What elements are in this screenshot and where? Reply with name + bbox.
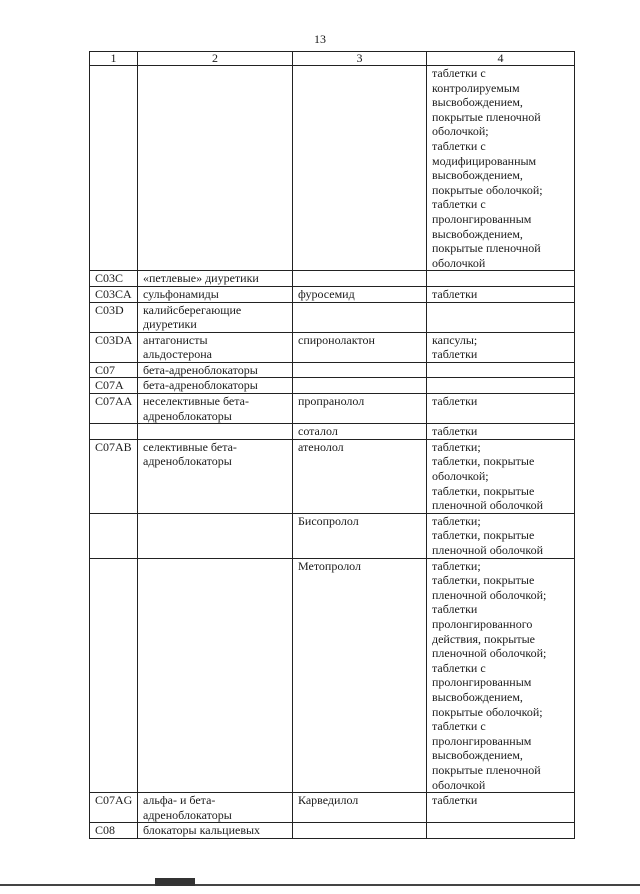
table-row bbox=[90, 394, 575, 424]
drug-cell: соталол bbox=[293, 424, 427, 440]
atc-code-cell bbox=[90, 558, 138, 793]
drug-cell bbox=[293, 66, 427, 271]
table-row bbox=[90, 378, 575, 394]
table-row bbox=[90, 362, 575, 378]
form-cell: таблетки bbox=[427, 394, 575, 424]
header-cell: 1 bbox=[90, 52, 138, 66]
drug-cell: Метопролол bbox=[293, 558, 427, 793]
header-cell: 4 bbox=[427, 52, 575, 66]
header-cell: 3 bbox=[293, 52, 427, 66]
atc-code-cell bbox=[90, 66, 138, 271]
drug-cell bbox=[293, 362, 427, 378]
group-cell bbox=[138, 424, 293, 440]
atc-code-cell bbox=[90, 513, 138, 558]
group-cell: бета-адреноблокаторы bbox=[138, 378, 293, 394]
atc-code-cell: C07A bbox=[90, 378, 138, 394]
table-row bbox=[90, 302, 575, 332]
atc-code-cell: C03DA bbox=[90, 332, 138, 362]
table-row bbox=[90, 558, 575, 793]
form-cell: таблетки bbox=[427, 793, 575, 823]
group-cell bbox=[138, 66, 293, 271]
group-cell: блокаторы кальциевых bbox=[138, 823, 293, 839]
page-number: 13 bbox=[314, 32, 326, 46]
atc-code-cell: C07AA bbox=[90, 394, 138, 424]
group-cell bbox=[138, 513, 293, 558]
drug-cell bbox=[293, 823, 427, 839]
form-cell bbox=[427, 823, 575, 839]
form-cell: таблетки с контролируемым высвобождением, покрытые пленочной оболочкой; таблетки с модифицированным высвобождением, покрытые оболочкой; таблетки с пролонгированным высвобождением, покрытые пленочной оболочкой bbox=[427, 66, 575, 271]
atc-code-cell bbox=[90, 424, 138, 440]
group-cell: «петлевые» диуретики bbox=[138, 271, 293, 287]
group-cell: сульфонамиды bbox=[138, 286, 293, 302]
drug-cell: Бисопролол bbox=[293, 513, 427, 558]
group-cell: селективные бета- адреноблокаторы bbox=[138, 439, 293, 513]
atc-code-cell: C08 bbox=[90, 823, 138, 839]
drug-cell: Карведилол bbox=[293, 793, 427, 823]
form-cell: таблетки; таблетки, покрытые пленочной оболочкой bbox=[427, 513, 575, 558]
form-cell: таблетки; таблетки, покрытые пленочной оболочкой; таблетки пролонгированного действия, покрытые пленочной оболочкой; таблетки с пролонгированным высвобождением, покрытые оболочкой; таблетки с пролонгированным высвобождением, покрытые пленочной оболочкой bbox=[427, 558, 575, 793]
drug-cell: спиронолактон bbox=[293, 332, 427, 362]
drug-cell: фуросемид bbox=[293, 286, 427, 302]
drug-cell: пропранолол bbox=[293, 394, 427, 424]
table-row bbox=[90, 793, 575, 823]
form-cell bbox=[427, 362, 575, 378]
atc-code-cell: C07AG bbox=[90, 793, 138, 823]
form-cell bbox=[427, 378, 575, 394]
atc-code-cell: C07 bbox=[90, 362, 138, 378]
group-cell: альфа- и бета- адреноблокаторы bbox=[138, 793, 293, 823]
scan-edge-line bbox=[0, 884, 640, 886]
form-cell bbox=[427, 302, 575, 332]
atc-code-cell: C03CA bbox=[90, 286, 138, 302]
form-cell: таблетки bbox=[427, 424, 575, 440]
table-row bbox=[90, 332, 575, 362]
drug-cell bbox=[293, 378, 427, 394]
medication-table bbox=[89, 51, 575, 839]
group-cell: антагонисты альдостерона bbox=[138, 332, 293, 362]
drug-cell bbox=[293, 271, 427, 287]
table-header-row bbox=[90, 52, 575, 66]
table-row bbox=[90, 286, 575, 302]
group-cell bbox=[138, 558, 293, 793]
table-row bbox=[90, 66, 575, 271]
atc-code-cell: C07AB bbox=[90, 439, 138, 513]
table-row bbox=[90, 424, 575, 440]
table-row bbox=[90, 513, 575, 558]
group-cell: калийсберегающие диуретики bbox=[138, 302, 293, 332]
form-cell: таблетки bbox=[427, 286, 575, 302]
group-cell: неселективные бета- адреноблокаторы bbox=[138, 394, 293, 424]
form-cell: таблетки; таблетки, покрытые оболочкой; таблетки, покрытые пленочной оболочкой bbox=[427, 439, 575, 513]
header-cell: 2 bbox=[138, 52, 293, 66]
scan-artifact bbox=[155, 878, 195, 886]
table-row bbox=[90, 271, 575, 287]
atc-code-cell: C03C bbox=[90, 271, 138, 287]
atc-code-cell: C03D bbox=[90, 302, 138, 332]
form-cell bbox=[427, 271, 575, 287]
drug-cell: атенолол bbox=[293, 439, 427, 513]
group-cell: бета-адреноблокаторы bbox=[138, 362, 293, 378]
drug-cell bbox=[293, 302, 427, 332]
table-row bbox=[90, 439, 575, 513]
table-row bbox=[90, 823, 575, 839]
form-cell: капсулы; таблетки bbox=[427, 332, 575, 362]
